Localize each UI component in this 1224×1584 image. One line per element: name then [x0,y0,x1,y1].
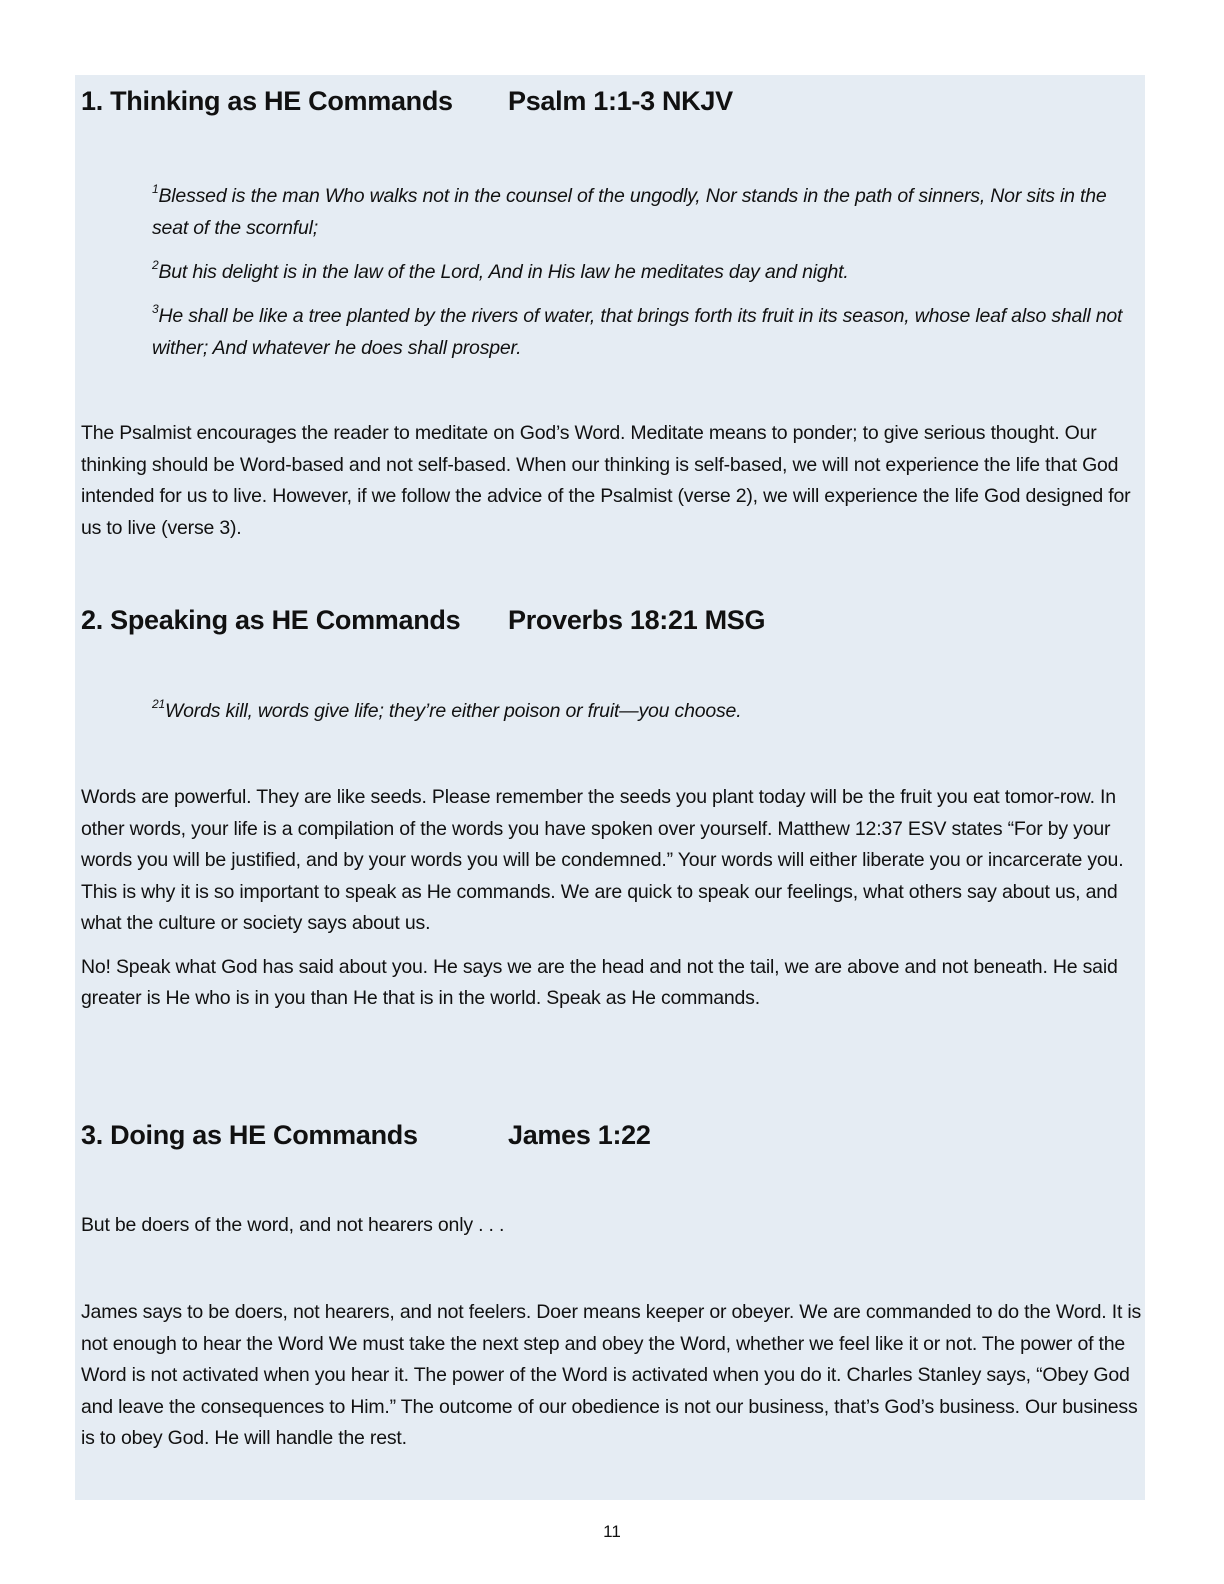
verse-text: But his delight is in the law of the Lord, And in His law he meditates day and night. [158,261,849,283]
verse-text: He shall be like a tree planted by the rivers of water, that brings forth its fruit in its season, whose leaf also shall not wither; And whatever he does shall prosper. [152,305,1123,359]
section-3-body [81,1297,1143,1467]
section-2-heading [81,603,766,637]
section-3-title: 3. Doing as HE Commands [81,1120,418,1150]
verse [152,256,1127,288]
verse-number: 2 [152,257,159,272]
section-1-reference: Psalm 1:1-3 NKJV [508,86,733,116]
paragraph: James says to be doers, not hearers, and not feelers. Doer means keeper or obeyer. We are commanded to do the Word. It is not enough to hear the Word We must take the next step and obey the Word, whether we feel like it or not. The power of the Word is not activated when you hear it. The power of the Word is activated when you do it. Charles Stanley says, “Obey God and leave the consequences to Him.” The outcome of our obedience is not our business, that’s God’s business. Our business is to obey God. He will handle the rest. [81,1301,1142,1449]
section-3-quote [81,1210,1143,1254]
section-1-title: 1. Thinking as HE Commands [81,86,453,116]
page-number: 11 [603,1522,621,1541]
section-3-reference: James 1:22 [508,1120,651,1150]
section-1-verses [152,180,1127,376]
verse-text: Words kill, words give life; they’re either poison or fruit—you choose. [164,700,742,722]
verse [152,695,1127,727]
paragraph: No! Speak what God has said about you. He says we are the head and not the tail, we are above and not beneath. He said greater is He who is in you than He that is in the world. Speak as He commands. [81,955,1118,1009]
paragraph: The Psalmist encourages the reader to meditate on God’s Word. Meditate means to ponder; to give serious thought. Our thinking should be Word-based and not self-based. When our thinking is self-based, we will not experience the life that God intended for us to live. However, if we follow the advice of the Psalmist (verse 2), we will experience the life God designed for us to live (verse 3). [81,422,1131,539]
verse-text: Blessed is the man Who walks not in the counsel of the ungodly, Nor stands in the path of sinners, Nor sits in the seat of the scornful; [152,185,1107,239]
scripture-quote: But be doers of the word, and not hearers only . . . [81,1214,505,1236]
verse-number: 1 [152,181,159,196]
section-2-verses [152,695,1127,739]
section-1-heading [81,84,733,118]
section-2-title: 2. Speaking as HE Commands [81,605,461,635]
section-2-body [81,782,1143,1027]
section-3-heading [81,1118,651,1152]
section-1-body [81,418,1143,556]
section-2-reference: Proverbs 18:21 MSG [508,605,766,635]
verse-number: 3 [152,301,159,316]
verse [152,300,1127,364]
verse [152,180,1127,244]
verse-number: 21 [152,696,165,711]
paragraph: Words are powerful. They are like seeds. Please remember the seeds you plant today will be the fruit you eat tomor-row. In other words, your life is a compilation of the words you have spoken over yourself. Matthew 12:37 ESV states “For by your words you will be justified, and by your words you will be condemned.” Your words will either liberate you or incarcerate you. This is why it is so important to speak as He commands. We are quick to speak our feelings, what others say about us, and what the culture or society says about us. [81,786,1124,934]
